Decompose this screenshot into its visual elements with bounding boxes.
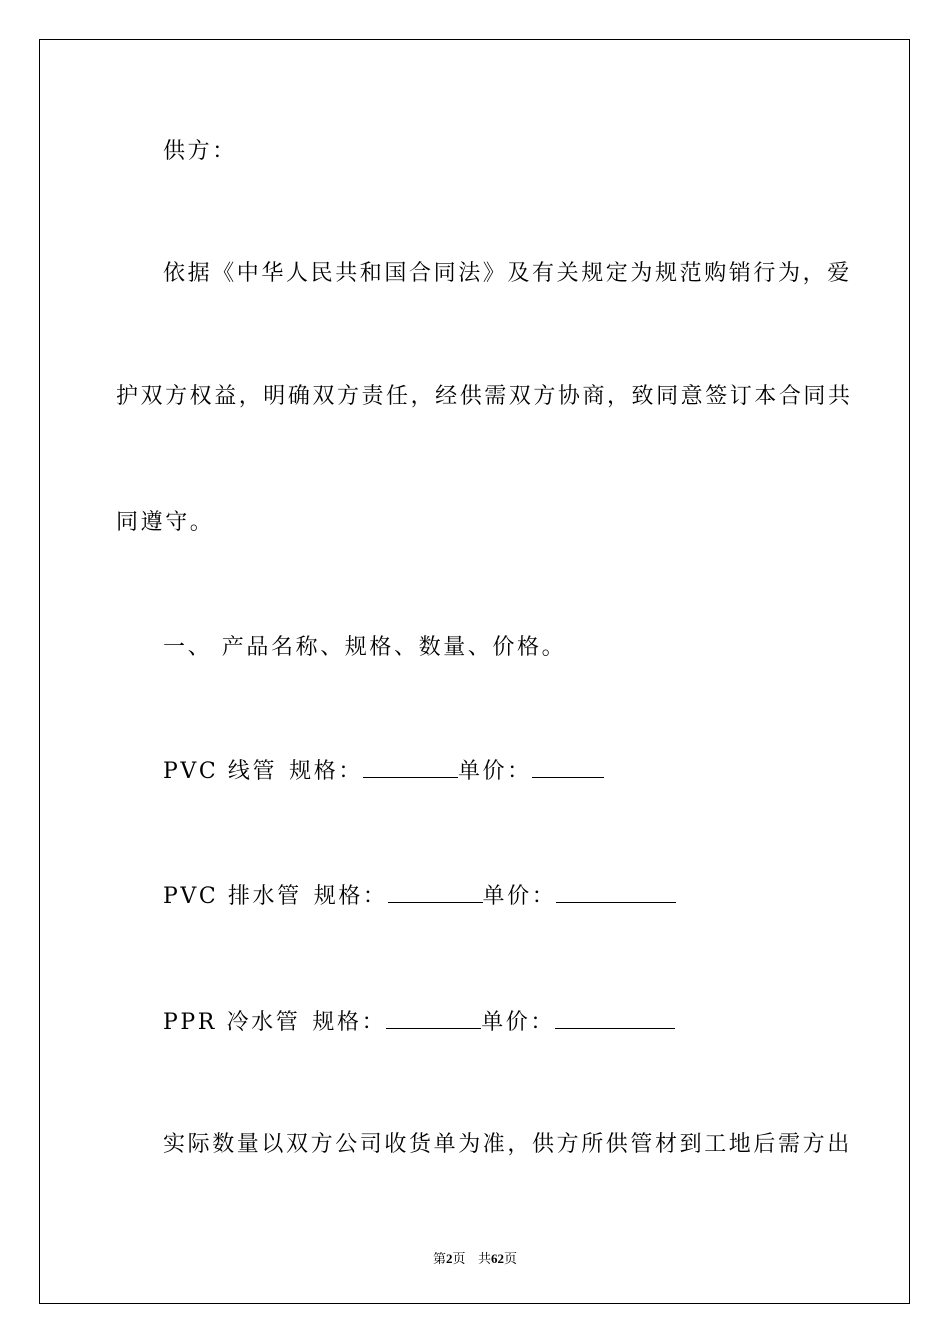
- price-blank-2: [556, 882, 676, 903]
- product-name-1: PVC 线管: [163, 759, 278, 784]
- paragraph-1-line-1: 依据《中华人民共和国合同法》及有关规定为规范购销行为，爱: [163, 261, 852, 286]
- paragraph-2-line-1: 实际数量以双方公司收货单为准，供方所供管材到工地后需方出: [163, 1132, 852, 1157]
- price-label-2: 单价：: [482, 884, 557, 909]
- price-label-1: 单价：: [457, 759, 532, 784]
- paragraph-1-line-2: 护双方权益，明确双方责任，经供需双方协商，致同意签订本合同共: [116, 384, 853, 409]
- page-footer: [0, 1248, 950, 1267]
- spec-label-1: 规格：: [289, 759, 363, 784]
- product-row-2: [163, 882, 676, 912]
- footer-page-number: 2: [446, 1251, 453, 1266]
- spec-label-3: 规格：: [312, 1010, 387, 1035]
- price-label-3: 单价：: [481, 1010, 555, 1035]
- page-frame: [39, 39, 910, 1304]
- product-row-3: [163, 1008, 675, 1038]
- price-blank-3: [555, 1008, 675, 1029]
- footer-page-suffix: 页: [452, 1252, 466, 1267]
- spec-blank-2: [388, 882, 483, 903]
- spec-label-2: 规格：: [313, 884, 388, 909]
- footer-total-pages: 62: [490, 1251, 504, 1266]
- supplier-label: 供方：: [163, 139, 237, 164]
- product-name-3: PPR 冷水管: [163, 1010, 301, 1035]
- price-blank-1: [532, 757, 604, 778]
- spec-blank-3: [386, 1008, 481, 1029]
- footer-total-suffix: 页: [503, 1252, 517, 1267]
- footer-prefix: 第: [433, 1252, 447, 1267]
- paragraph-1-line-3: 同遵守。: [116, 510, 215, 535]
- spec-blank-1: [363, 757, 458, 778]
- footer-total-prefix: 共: [477, 1252, 491, 1267]
- section-1-heading: 一、 产品名称、规格、数量、价格。: [163, 635, 567, 660]
- product-name-2: PVC 排水管: [163, 884, 302, 909]
- product-row-1: [163, 757, 604, 787]
